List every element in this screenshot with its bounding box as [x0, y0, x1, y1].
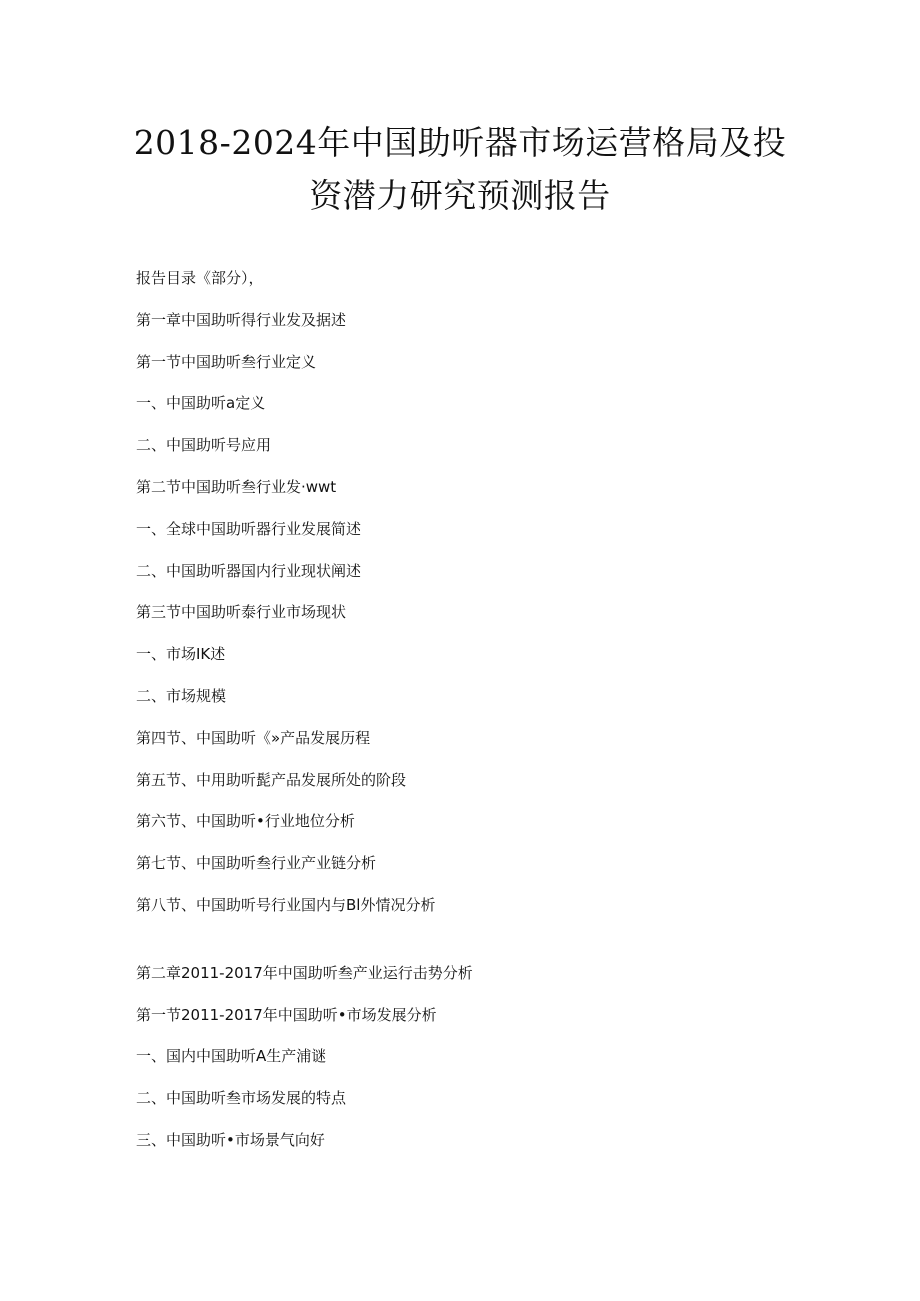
toc-item: 一、国内中国助听A生产浦谜 — [136, 1047, 327, 1066]
toc-section: 第一节中国助听叁行业定义 — [136, 352, 317, 371]
toc-heading: 报告目录《部分）， — [136, 269, 264, 287]
toc-item: 一、全球中国助听器行业发展简述 — [136, 519, 362, 538]
toc-item: 二、市场规模 — [136, 686, 227, 705]
toc-section: 第七节、中国助听叁行业产业链分析 — [136, 854, 377, 873]
toc-item: 二、中国助听叁市场发展的特点 — [136, 1089, 347, 1108]
toc-item: 二、中国助听器国内行业现状阐述 — [136, 561, 362, 580]
toc-section: 第五节、中用助听髭产品发展所处的阶段 — [136, 770, 407, 789]
title-line-1: 2018-2024年中国助听器市场运营格局及投 — [133, 123, 787, 162]
document-title — [100, 116, 820, 222]
toc-item: 一、中国助听a定义 — [136, 394, 266, 413]
toc-chapter: 第二章2011-2017年中国助听叁产业运行击势分析 — [136, 963, 473, 982]
toc-chapter: 第一章中国助听得行业发及据述 — [136, 310, 347, 329]
toc-section: 第三节中国助听泰行业市场现状 — [136, 603, 347, 622]
toc-section: 第一节2011-2017年中国助听•市场发展分析 — [136, 1005, 437, 1024]
toc-item: 二、中国助听号应用 — [136, 436, 272, 455]
table-of-contents — [136, 258, 836, 1162]
toc-item: 一、市场IK述 — [136, 645, 226, 664]
toc-section: 第四节、中国助听《»产品发展历程 — [136, 728, 371, 747]
toc-section: 第八节、中国助听号行业国内与Bl外情况分析 — [136, 895, 436, 914]
title-line-2: 资潜力研究预测报告 — [309, 176, 611, 215]
toc-section: 第六节、中国助听•行业地位分析 — [136, 812, 355, 831]
toc-section: 第二节中国助听叁行业发·wwt — [136, 477, 337, 496]
toc-item: 三、中国助听•市场景气向好 — [136, 1130, 325, 1149]
